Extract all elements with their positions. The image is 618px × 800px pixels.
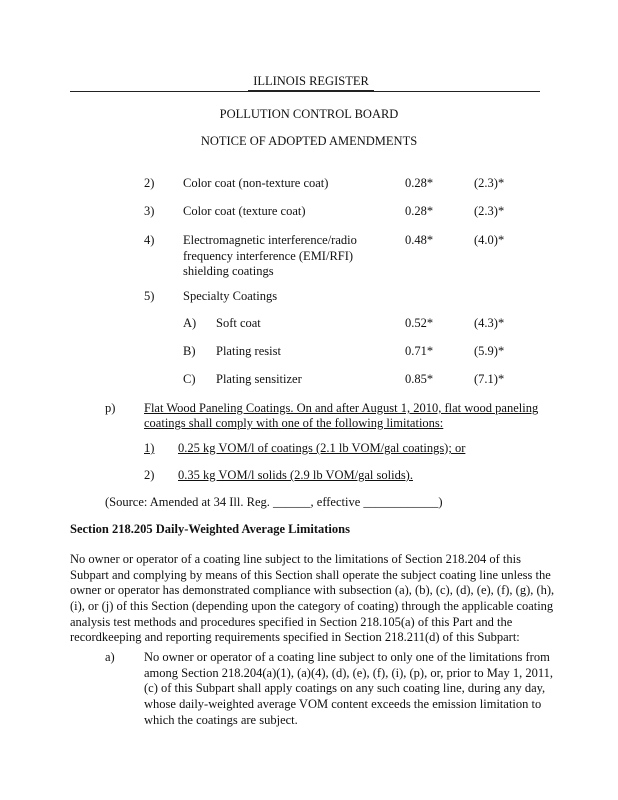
register-title: ILLINOIS REGISTER <box>248 74 374 91</box>
row-label: Soft coat <box>216 316 261 330</box>
paragraph-line: analysis test methods and procedures specified in Section 218.105(a) of this Part and the <box>70 614 513 629</box>
section-p-item-text: 0.25 kg VOM/l of coatings (2.1 lb VOM/gal coatings); or <box>178 441 466 455</box>
row-label: Plating sensitizer <box>216 372 302 386</box>
item-a-line: whose daily-weighted average VOM content exceeds the emission limitation to <box>144 696 542 711</box>
row-label: Color coat (non-texture coat) <box>183 176 329 190</box>
board-title: POLLUTION CONTROL BOARD <box>219 107 399 121</box>
row-label <box>183 233 383 280</box>
row-number: 3) <box>144 204 155 218</box>
source-note: (Source: Amended at 34 Ill. Reg. ______, effective ____________) <box>105 495 443 509</box>
item-a-line: which the coatings are subject. <box>144 712 298 727</box>
paragraph-line: owner or operator has demonstrated compliance with subsection (a), (b), (c), (d), (e), (f), (g), (h), <box>70 583 555 598</box>
row-value-english: (2.3)* <box>474 176 505 190</box>
row-number: 2) <box>144 176 155 190</box>
row-label-line: Electromagnetic interference/radio <box>183 233 357 247</box>
row-letter: B) <box>183 344 196 358</box>
row-value-english: (5.9)* <box>474 344 505 358</box>
row-value-metric: 0.85* <box>405 372 434 386</box>
row-value-english: (7.1)* <box>474 372 505 386</box>
section-p-item-number: 1) <box>144 441 155 455</box>
row-number: 5) <box>144 289 155 303</box>
row-value-metric: 0.71* <box>405 344 434 358</box>
item-a-label: a) <box>105 650 115 664</box>
item-a-line: No owner or operator of a coating line subject to only one of the limitations from <box>144 650 550 664</box>
row-letter: A) <box>183 316 197 330</box>
item-a-text <box>144 650 553 728</box>
section-p-text-line: coatings shall comply with one of the following limitations: <box>144 416 444 430</box>
paragraph-line: Subpart and complying by means of this Section shall operate the subject coating line unless the <box>70 567 551 582</box>
row-label-line: shielding coatings <box>183 264 274 279</box>
item-a-line: among Section 218.204(a)(1), (a)(4), (d), (e), (f), (i), (p), or, prior to May 1, 2011, <box>144 665 553 680</box>
section-paragraph <box>70 552 555 646</box>
paragraph-line: recordkeeping and reporting requirements specified in Section 218.211(d) of this Subpart: <box>70 630 520 645</box>
row-value-english: (4.3)* <box>474 316 505 330</box>
notice-title: NOTICE OF ADOPTED AMENDMENTS <box>200 134 418 148</box>
section-p-label: p) <box>105 401 116 415</box>
section-p-item-text: 0.35 kg VOM/l solids (2.9 lb VOM/gal solids). <box>178 468 413 482</box>
row-value-metric: 0.52* <box>405 316 434 330</box>
section-p-item-number: 2) <box>144 468 155 482</box>
row-label: Specialty Coatings <box>183 289 278 303</box>
row-label-line: frequency interference (EMI/RFI) <box>183 248 354 263</box>
row-value-english: (4.0)* <box>474 233 505 247</box>
paragraph-line: No owner or operator of a coating line subject to the limitations of Section 218.204 of this <box>70 552 521 566</box>
row-value-metric: 0.28* <box>405 204 434 218</box>
header-rule <box>70 91 540 92</box>
section-heading: Section 218.205 Daily-Weighted Average Limitations <box>70 522 350 536</box>
row-number: 4) <box>144 233 155 247</box>
paragraph-line: (i), or (j) of this Section (depending upon the category of coating) through the applicable coating <box>70 598 554 613</box>
row-value-english: (2.3)* <box>474 204 505 218</box>
item-a-line: (c) of this Subpart shall apply coatings on any such coating line, during any day, <box>144 681 546 696</box>
row-letter: C) <box>183 372 196 386</box>
section-p-text-line: Flat Wood Paneling Coatings. On and after August 1, 2010, flat wood paneling <box>144 401 539 415</box>
row-label: Color coat (texture coat) <box>183 204 306 218</box>
row-value-metric: 0.28* <box>405 176 434 190</box>
row-label: Plating resist <box>216 344 281 358</box>
row-value-metric: 0.48* <box>405 233 434 247</box>
